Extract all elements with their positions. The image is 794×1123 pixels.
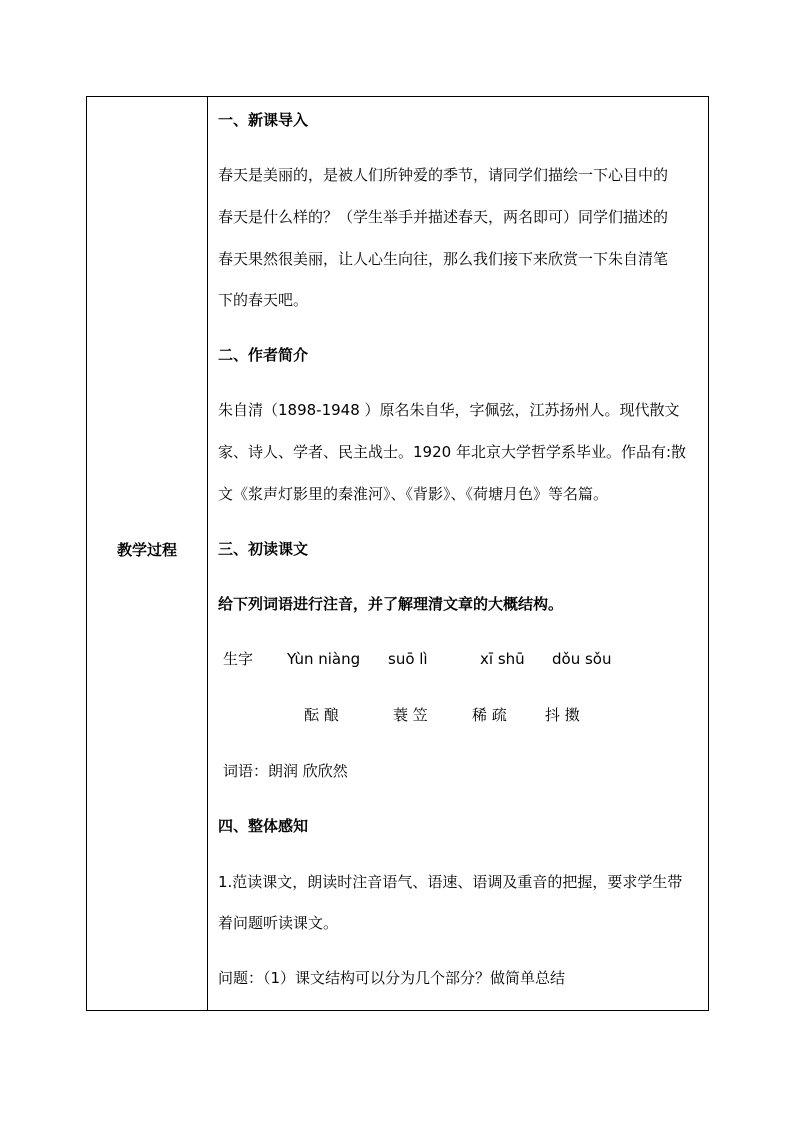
overall-line-2: 着问题听读课文。 xyxy=(218,914,339,932)
overall-line-1: 1.范读课文，朗读时注音语气、语速、语调及重音的把握，要求学生带 xyxy=(218,873,683,891)
pinyin-1: Yùn niàng xyxy=(287,650,361,668)
first-reading-instruction: 给下列词语进行注音，并了解理清文章的大概结构。 xyxy=(218,595,564,613)
overall-question: 问题：（1）课文结构可以分为几个部分？做简单总结 xyxy=(218,969,566,987)
chars-3: 稀 疏 xyxy=(472,706,507,724)
chars-1: 酝 酿 xyxy=(304,706,339,724)
chars-2: 蓑 笠 xyxy=(393,706,428,724)
section-heading-overall: 四、整体感知 xyxy=(218,817,309,835)
row-label: 教学过程 xyxy=(116,541,177,559)
lesson-plan-table xyxy=(86,96,709,1011)
vocabulary-words: 词语：朗润 欣欣然 xyxy=(223,762,348,780)
intro-line-4: 下的春天吧。 xyxy=(218,291,309,309)
new-chars-label: 生字 xyxy=(223,650,254,668)
author-line-2: 家、诗人、学者、民主战士。1920 年北京大学哲学系毕业。作品有:散 xyxy=(218,443,686,461)
intro-line-1: 春天是美丽的，是被人们所钟爱的季节，请同学们描绘一下心目中的 xyxy=(218,166,669,184)
section-heading-intro: 一、新课导入 xyxy=(218,111,309,129)
pinyin-2: suō lì xyxy=(388,650,428,668)
intro-line-3: 春天果然很美丽，让人心生向往，那么我们接下来欣赏一下朱自清笔 xyxy=(218,250,669,268)
pinyin-4: dǒu sǒu xyxy=(552,650,612,668)
row-label-cell xyxy=(87,97,208,1010)
pinyin-3: xī shū xyxy=(480,650,525,668)
section-heading-author: 二、作者简介 xyxy=(218,346,309,364)
section-heading-first-reading: 三、初读课文 xyxy=(218,540,309,558)
chars-4: 抖 擞 xyxy=(545,706,580,724)
author-line-1: 朱自清（1898-1948 ）原名朱自华，字佩弦，江苏扬州人。现代散文 xyxy=(218,401,680,419)
author-line-3: 文《浆声灯影里的秦淮河》、《背影》、《荷塘月色》等名篇。 xyxy=(218,485,609,503)
intro-line-2: 春天是什么样的？（学生举手并描述春天，两名即可）同学们描述的 xyxy=(218,208,669,226)
content-cell xyxy=(208,97,708,1010)
